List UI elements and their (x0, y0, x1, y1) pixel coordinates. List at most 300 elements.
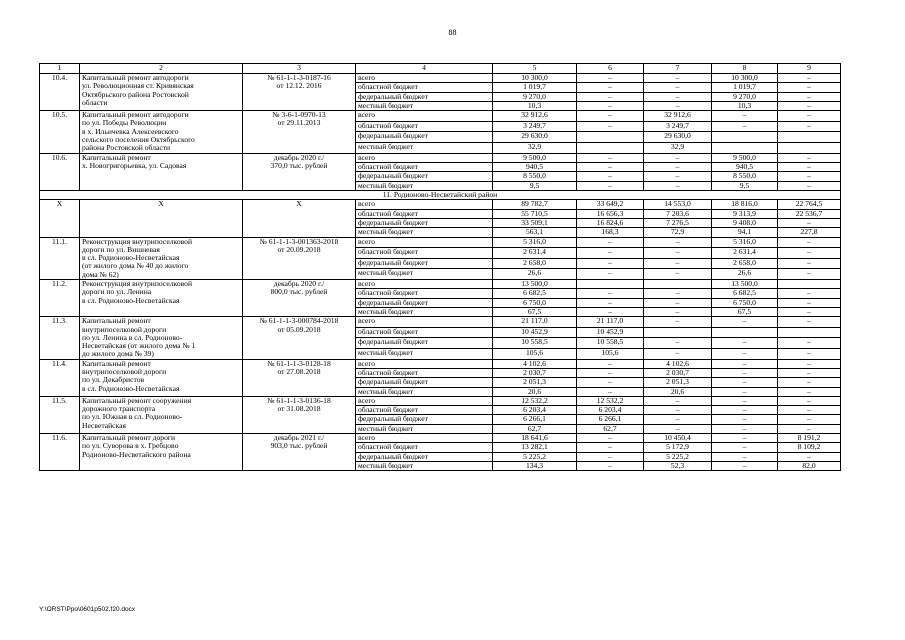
amount-cell: – (644, 406, 712, 415)
amount-cell: 5 172,9 (644, 443, 712, 452)
object-name-line: по ул. Декабристов (82, 375, 145, 385)
project-document-cell (243, 396, 356, 433)
amount-cell: 52,3 (644, 461, 712, 470)
column-number-header: 2 (80, 64, 243, 74)
funding-source-cell: федеральный бюджет (356, 172, 493, 181)
amount-cell (644, 280, 712, 289)
funding-source-cell: областной бюджет (356, 209, 493, 218)
amount-cell: – (577, 387, 644, 396)
amount-cell: 6 682,5 (493, 289, 577, 298)
document-line: от 27.08.2018 (277, 367, 321, 376)
amount-cell: – (778, 74, 841, 83)
amount-cell: 105,6 (493, 349, 577, 360)
amount-cell: 20,6 (493, 387, 577, 396)
column-number-header: 4 (356, 64, 493, 74)
amount-cell: 94,1 (712, 228, 778, 237)
amount-cell: 9,5 (712, 181, 778, 190)
amount-cell: 10 300,0 (712, 74, 778, 83)
amount-cell (577, 143, 644, 154)
column-number-header: 7 (644, 64, 712, 74)
amount-cell: – (577, 181, 644, 190)
object-name-line: ул. Революционная ст. Кривянская (82, 81, 194, 91)
amount-cell: 7 276,5 (644, 218, 712, 227)
amount-cell: – (778, 92, 841, 101)
amount-cell: 6 203,4 (577, 406, 644, 415)
amount-cell: – (644, 92, 712, 101)
object-name-line: Капитальный ремонт сооружения (82, 396, 192, 405)
amount-cell: – (577, 289, 644, 298)
amount-cell: – (778, 452, 841, 461)
amount-cell: 2 631,4 (493, 248, 577, 259)
budget-table (39, 63, 841, 471)
object-name-line: Октябрьского района Ростовской (82, 89, 189, 99)
amount-cell (712, 132, 778, 143)
table-row (40, 280, 841, 289)
document-line: декабрь 2020 г./ (273, 153, 325, 162)
amount-cell (644, 327, 712, 338)
object-name-line: Родионово-Несветайского района (82, 449, 191, 459)
amount-cell: 82,0 (778, 461, 841, 470)
amount-cell: 168,3 (577, 228, 644, 237)
document-line: № 61-1-1-3-000784-2018 (259, 316, 339, 326)
amount-cell: – (778, 387, 841, 396)
row-number-cell: 11.1. (40, 237, 80, 279)
amount-cell: – (577, 153, 644, 162)
amount-cell: – (577, 237, 644, 248)
amount-cell: 18 816,0 (712, 200, 778, 209)
amount-cell: – (712, 387, 778, 396)
amount-cell (577, 132, 644, 143)
amount-cell: 33 649,2 (577, 200, 644, 209)
column-number-header: 8 (712, 64, 778, 74)
amount-cell: 26,6 (712, 269, 778, 280)
funding-source-cell: местный бюджет (356, 181, 493, 190)
amount-cell: – (778, 269, 841, 280)
document-line: декабрь 2021 г./ (273, 433, 325, 443)
amount-cell: – (778, 101, 841, 110)
object-name-line: х. Новогригорьевка, ул. Садовая (82, 160, 187, 170)
amount-cell: 4 102,6 (644, 359, 712, 368)
section-x-cell: Х (80, 200, 243, 237)
document-line: от 20.09.2018 (277, 244, 321, 254)
amount-cell: – (778, 111, 841, 122)
amount-cell: – (778, 317, 841, 328)
amount-cell: 67,5 (493, 307, 577, 316)
table-row (40, 359, 841, 368)
amount-cell: 67,5 (712, 307, 778, 316)
amount-cell: 13 282,1 (493, 443, 577, 452)
row-number-cell: 11.3. (40, 317, 80, 359)
amount-cell: – (778, 396, 841, 405)
object-name-line: внутрипоселковой дороги (82, 367, 167, 376)
amount-cell: – (712, 434, 778, 443)
funding-source-cell: федеральный бюджет (356, 218, 493, 227)
table-row (40, 237, 841, 248)
funding-source-cell: областной бюджет (356, 289, 493, 298)
funding-source-cell: местный бюджет (356, 101, 493, 110)
row-number-cell: 10.6. (40, 153, 80, 190)
amount-cell: – (778, 298, 841, 307)
amount-cell: – (644, 74, 712, 83)
amount-cell: 9 500,0 (493, 153, 577, 162)
funding-source-cell: федеральный бюджет (356, 452, 493, 461)
amount-cell: 6 750,0 (493, 298, 577, 307)
amount-cell: – (644, 172, 712, 181)
object-name-cell (80, 359, 243, 396)
amount-cell: – (644, 424, 712, 433)
amount-cell: 12 532,2 (493, 396, 577, 405)
funding-source-cell: местный бюджет (356, 269, 493, 280)
amount-cell: 13 500,0 (712, 280, 778, 289)
amount-cell: – (712, 349, 778, 360)
amount-cell: – (778, 172, 841, 181)
funding-source-cell: федеральный бюджет (356, 338, 493, 349)
funding-source-cell: всего (356, 280, 493, 289)
amount-cell: 12 532,2 (577, 396, 644, 405)
amount-cell: – (577, 162, 644, 171)
funding-source-cell: всего (356, 74, 493, 83)
project-document-cell (243, 359, 356, 396)
amount-cell: – (778, 153, 841, 162)
amount-cell: – (712, 424, 778, 433)
document-line: от 29.11.2013 (277, 118, 321, 128)
amount-cell: – (644, 349, 712, 360)
document-line: от 12.12. 2016 (276, 81, 322, 91)
amount-cell: 62,7 (493, 424, 577, 433)
amount-cell: 2 658,0 (493, 258, 577, 269)
column-number-header: 6 (577, 64, 644, 74)
document-line: от 05.09.2018 (277, 324, 321, 334)
amount-cell: – (577, 258, 644, 269)
amount-cell: – (778, 218, 841, 227)
amount-cell: 4 102,6 (493, 359, 577, 368)
object-name-line: области (82, 97, 108, 107)
amount-cell: – (577, 378, 644, 387)
amount-cell: – (778, 162, 841, 171)
amount-cell: – (778, 359, 841, 368)
project-document-cell (243, 74, 356, 111)
document-line: № 61-1-1-3-001363-2018 (259, 237, 339, 246)
amount-cell: – (577, 248, 644, 259)
amount-cell: – (577, 461, 644, 470)
amount-cell: – (644, 101, 712, 110)
document-line: 903,0 тыс. рублей (270, 441, 328, 451)
funding-source-cell: федеральный бюджет (356, 258, 493, 269)
amount-cell: 8 550,0 (493, 172, 577, 181)
amount-cell: 29 630,0 (493, 132, 577, 143)
object-name-line: Капитальный ремонт (82, 153, 151, 162)
amount-cell: – (712, 369, 778, 378)
object-name-line: Капитальный ремонт (82, 359, 151, 368)
object-name-line: по ул. Победы Революции (82, 118, 167, 128)
row-number-cell: 10.4. (40, 74, 80, 111)
amount-cell: 6 266,1 (493, 415, 577, 424)
amount-cell: – (712, 443, 778, 452)
funding-source-cell: всего (356, 434, 493, 443)
amount-cell: – (712, 111, 778, 122)
funding-source-cell: местный бюджет (356, 349, 493, 360)
amount-cell: 9 270,0 (493, 92, 577, 101)
table-row (40, 317, 841, 328)
object-name-line: Капитальный ремонт автодороги (82, 73, 189, 82)
section-total-row (40, 200, 841, 209)
amount-cell: 9 500,0 (712, 153, 778, 162)
amount-cell (778, 143, 841, 154)
amount-cell: 72,9 (644, 228, 712, 237)
object-name-cell (80, 74, 243, 111)
amount-cell: – (644, 415, 712, 424)
funding-source-cell: федеральный бюджет (356, 378, 493, 387)
row-number-cell: 10.5. (40, 111, 80, 153)
row-number-cell: 11.6. (40, 434, 80, 471)
amount-cell: – (644, 181, 712, 190)
funding-source-cell: областной бюджет (356, 121, 493, 132)
funding-source-cell: местный бюджет (356, 143, 493, 154)
amount-cell: 62,7 (577, 424, 644, 433)
amount-cell: 18 641,6 (493, 434, 577, 443)
amount-cell: – (644, 269, 712, 280)
amount-cell (778, 132, 841, 143)
object-name-cell (80, 237, 243, 279)
document-line: от 31.08.2018 (277, 404, 321, 414)
funding-source-cell: всего (356, 111, 493, 122)
amount-cell: – (577, 443, 644, 452)
amount-cell: 89 782,7 (493, 200, 577, 209)
amount-cell: 32,9 (493, 143, 577, 154)
object-name-line: до жилого дома № 39) (82, 349, 154, 359)
amount-cell: – (577, 307, 644, 316)
amount-cell: 6 203,4 (493, 406, 577, 415)
object-name-line: Капитальный ремонт дороги (82, 433, 176, 443)
amount-cell: 20,6 (644, 387, 712, 396)
amount-cell: 563,1 (493, 228, 577, 237)
funding-source-cell: всего (356, 200, 493, 209)
amount-cell: – (577, 83, 644, 92)
amount-cell: – (644, 307, 712, 316)
funding-source-cell: местный бюджет (356, 461, 493, 470)
project-document-cell (243, 317, 356, 359)
amount-cell: 6 266,1 (577, 415, 644, 424)
section-x-cell: Х (40, 200, 80, 237)
amount-cell: – (712, 461, 778, 470)
amount-cell: 5 316,0 (493, 237, 577, 248)
object-name-line: в х. Ильичевка Алексеевского (82, 126, 179, 136)
amount-cell: – (778, 237, 841, 248)
object-name-line: дороги по ул. Ленина (82, 287, 152, 297)
amount-cell: 2 051,3 (644, 378, 712, 387)
amount-cell: – (712, 378, 778, 387)
object-name-line: (от жилого дома № 40 до жилого (82, 261, 189, 271)
object-name-line: дорожного транспорта (82, 404, 156, 414)
amount-cell: 9 408,0 (712, 218, 778, 227)
amount-cell: – (577, 92, 644, 101)
object-name-line: по ул. Ленина в сл. Родионово- (82, 332, 183, 342)
object-name-line: Капитальный ремонт автодороги (82, 110, 189, 120)
amount-cell: – (577, 298, 644, 307)
funding-source-cell: всего (356, 396, 493, 405)
amount-cell: 10,3 (493, 101, 577, 110)
object-name-cell (80, 317, 243, 359)
object-name-cell (80, 434, 243, 471)
object-name-line: Капитальный ремонт (82, 316, 151, 326)
footer-file-path: Y:\ORST\Ppo\0601p502.f20.docx (39, 606, 136, 613)
amount-cell: 16 656,3 (577, 209, 644, 218)
amount-cell: – (778, 415, 841, 424)
funding-source-cell: областной бюджет (356, 162, 493, 171)
amount-cell: 2 030,7 (493, 369, 577, 378)
amount-cell: – (644, 258, 712, 269)
amount-cell: 6 682,5 (712, 289, 778, 298)
amount-cell: – (712, 396, 778, 405)
amount-cell: 14 553,0 (644, 200, 712, 209)
amount-cell: 2 631,4 (712, 248, 778, 259)
funding-source-cell: федеральный бюджет (356, 132, 493, 143)
column-number-header: 3 (243, 64, 356, 74)
amount-cell: 10 300,0 (493, 74, 577, 83)
page-number: 88 (448, 28, 457, 37)
document-line: № 61-1-1-3-0128-18 (267, 359, 331, 368)
column-number-header: 1 (40, 64, 80, 74)
row-number-cell: 11.4. (40, 359, 80, 396)
amount-cell: – (778, 424, 841, 433)
amount-cell: – (778, 289, 841, 298)
funding-source-cell: всего (356, 317, 493, 328)
amount-cell: 32 912,6 (493, 111, 577, 122)
object-name-line: сельского поселения Октябрьского (82, 135, 195, 145)
funding-source-cell: всего (356, 237, 493, 248)
amount-cell: – (577, 369, 644, 378)
amount-cell: 3 249,7 (644, 121, 712, 132)
funding-source-cell: местный бюджет (356, 424, 493, 433)
amount-cell: – (644, 153, 712, 162)
amount-cell: – (577, 121, 644, 132)
funding-source-cell: областной бюджет (356, 406, 493, 415)
table-row (40, 74, 841, 83)
amount-cell: 8 109,2 (778, 443, 841, 452)
funding-source-cell: областной бюджет (356, 83, 493, 92)
amount-cell: 21 117,0 (493, 317, 577, 328)
amount-cell (778, 280, 841, 289)
amount-cell: – (778, 83, 841, 92)
amount-cell (712, 143, 778, 154)
row-number-cell: 11.2. (40, 280, 80, 317)
amount-cell: – (712, 121, 778, 132)
funding-source-cell: местный бюджет (356, 307, 493, 316)
amount-cell: 5 225,2 (493, 452, 577, 461)
amount-cell: 10,3 (712, 101, 778, 110)
amount-cell: 8 191,2 (778, 434, 841, 443)
object-name-line: Несветайская (от жилого дома № 1 (82, 341, 196, 351)
object-name-line: по ул. Суворова в х. Гребцово (82, 441, 179, 451)
amount-cell: – (712, 338, 778, 349)
funding-source-cell: местный бюджет (356, 228, 493, 237)
amount-cell: 7 203,6 (644, 209, 712, 218)
funding-source-cell: областной бюджет (356, 248, 493, 259)
amount-cell: – (644, 83, 712, 92)
amount-cell: – (778, 121, 841, 132)
amount-cell: 22 764,5 (778, 200, 841, 209)
object-name-line: Несветайская (82, 420, 126, 430)
amount-cell: – (712, 415, 778, 424)
amount-cell: – (577, 434, 644, 443)
amount-cell: – (778, 349, 841, 360)
amount-cell (577, 280, 644, 289)
amount-cell: – (712, 452, 778, 461)
amount-cell: 21 117,0 (577, 317, 644, 328)
table-row (40, 396, 841, 405)
object-name-line: в сл. Родионово-Несветайская (82, 295, 180, 305)
amount-cell: – (577, 74, 644, 83)
amount-cell: 940,5 (493, 162, 577, 171)
project-document-cell (243, 111, 356, 153)
document-line: № 3-6-1-0970-13 (272, 110, 326, 120)
amount-cell: – (644, 248, 712, 259)
document-line: 370,0 тыс. рублей (270, 160, 328, 170)
amount-cell: – (778, 258, 841, 269)
amount-cell: – (778, 248, 841, 259)
amount-cell: 2 051,3 (493, 378, 577, 387)
amount-cell: 5 225,2 (644, 452, 712, 461)
amount-cell: 32 912,6 (644, 111, 712, 122)
section-title: 11. Родионово-Несветайский район (40, 190, 841, 200)
object-name-line: по ул. Южная в сл. Родионово- (82, 412, 183, 422)
document-line: 800,0 тыс. рублей (270, 287, 328, 297)
funding-source-cell: местный бюджет (356, 387, 493, 396)
amount-cell: 9,5 (493, 181, 577, 190)
amount-cell: 9 270,0 (712, 92, 778, 101)
amount-cell: 1 019,7 (493, 83, 577, 92)
project-document-cell (243, 237, 356, 279)
amount-cell: – (644, 317, 712, 328)
amount-cell: – (644, 396, 712, 405)
amount-cell: 10 558,5 (577, 338, 644, 349)
column-number-header: 5 (493, 64, 577, 74)
amount-cell: 55 710,5 (493, 209, 577, 218)
amount-cell (712, 327, 778, 338)
amount-cell: 9 313,9 (712, 209, 778, 218)
table-row (40, 153, 841, 162)
amount-cell: 227,8 (778, 228, 841, 237)
funding-source-cell: федеральный бюджет (356, 92, 493, 101)
amount-cell: 10 452,9 (493, 327, 577, 338)
object-name-cell (80, 153, 243, 190)
amount-cell: – (778, 369, 841, 378)
amount-cell: – (778, 338, 841, 349)
header-row (40, 64, 841, 74)
project-document-cell (243, 280, 356, 317)
amount-cell: – (577, 101, 644, 110)
amount-cell: 5 316,0 (712, 237, 778, 248)
funding-source-cell: федеральный бюджет (356, 415, 493, 424)
amount-cell: 32,9 (644, 143, 712, 154)
project-document-cell (243, 434, 356, 471)
column-number-header: 9 (778, 64, 841, 74)
funding-source-cell: областной бюджет (356, 369, 493, 378)
amount-cell: 13 500,0 (493, 280, 577, 289)
amount-cell: – (644, 338, 712, 349)
amount-cell: 22 536,7 (778, 209, 841, 218)
amount-cell: 10 452,9 (577, 327, 644, 338)
amount-cell: – (712, 406, 778, 415)
document-line: № 61-1-1-3-0136-18 (267, 396, 331, 405)
amount-cell: – (712, 317, 778, 328)
object-name-line: в сл. Родионово-Несветайская (82, 253, 180, 263)
object-name-cell (80, 396, 243, 433)
amount-cell: 16 824,6 (577, 218, 644, 227)
amount-cell: – (644, 162, 712, 171)
amount-cell: 2 658,0 (712, 258, 778, 269)
amount-cell: – (577, 172, 644, 181)
